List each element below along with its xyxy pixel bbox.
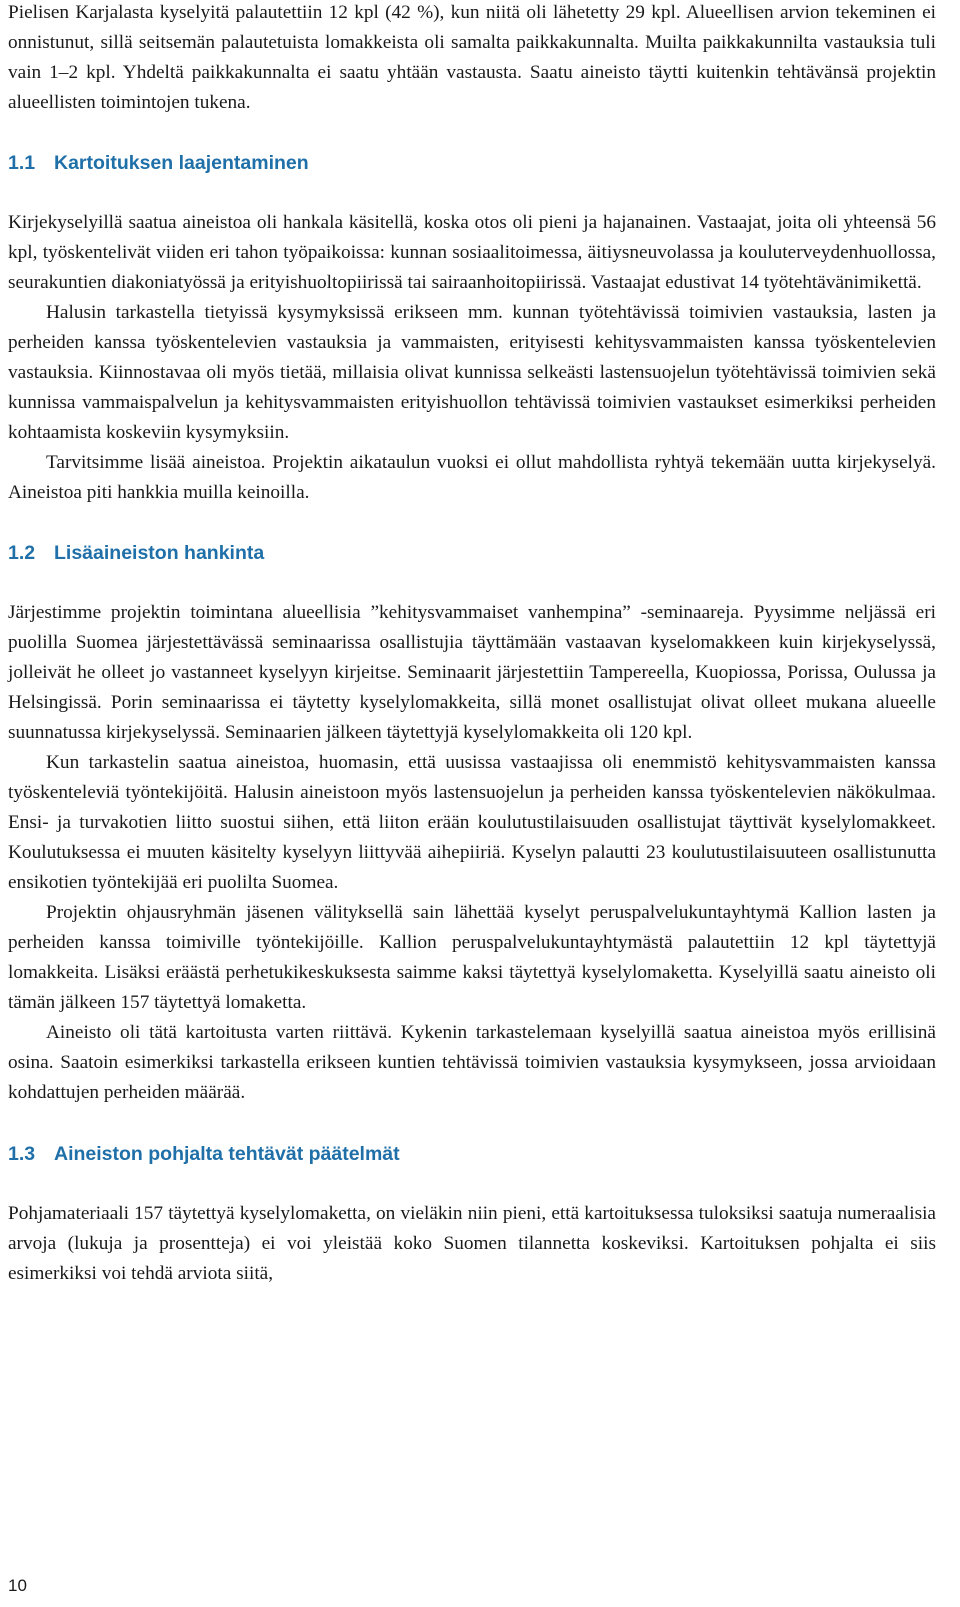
intro-paragraph: Pielisen Karjalasta kyselyitä palautettiin 12 kpl (42 %), kun niitä oli lähetetty 29 kpl. Alueellisen arvion tekeminen ei onnistunut, sillä seitsemän palautetuista lomakkeista oli samalta paikkakunnalta. Muilta paikkakunnilta vastauksia tuli vain 1–2 kpl. Yhdeltä paikkakunnalta ei saatu yhtään vastausta. Saatu aineisto täytti kuitenkin tehtävänsä projektin alueellisten toimintojen tukena.: [8, 2, 936, 113]
paragraph: Aineisto oli tätä kartoitusta varten riittävä. Kykenin tarkastelemaan kyselyillä saatua aineistoa myös erillisinä osina. Saatoin esimerkiksi tarkastella erikseen kuntien tehtävissä toimivien vastauksia kysymykseen, jossa arvioidaan kohdattujen perheiden määrää.: [8, 1022, 936, 1103]
section-number: 1.2: [8, 542, 36, 564]
section-title: Aineiston pohjalta tehtävät päätelmät: [54, 1143, 400, 1165]
section-number: 1.3: [8, 1143, 36, 1165]
paragraph: Tarvitsimme lisää aineistoa. Projektin aikataulun vuoksi ei ollut mahdollista ryhtyä tekemään uutta kirjekyselyä. Aineistoa piti hankkia muilla keinoilla.: [8, 452, 936, 503]
page-number: 10: [8, 1576, 27, 1595]
paragraph: Projektin ohjausryhmän jäsenen välityksellä sain lähettää kyselyt peruspalvelukuntayhtymä Kallion lasten ja perheiden kanssa toimiville työntekijöille. Kallion peruspalvelukuntayhtymästä palautettiin 12 kpl täytettyjä lomakkeita. Lisäksi eräästä perhetukikeskuksesta saimme kaksi täytettyä kyselylomaketta. Kyselyillä saatu aineisto oli tämän jälkeen 157 täytettyä lomaketta.: [8, 902, 936, 1013]
paragraph: Halusin tarkastella tietyissä kysymyksissä erikseen mm. kunnan työtehtävissä toimivien vastauksia, lasten ja perheiden kanssa työskentelevien vastauksia ja vammaisten, erityisesti kehitysvammaisten kanssa työskentelevien vastauksia. Kiinnostavaa oli myös tietää, millaisia olivat kunnissa selkeästi lastensuojelun työtehtävissä toimivien sekä kunnissa vammaispalvelun ja kehitysvammaisten erityishuollon tehtävissä toimivien vastaukset esimerkiksi perheiden kohtaamista koskeviin kysymyksiin.: [8, 302, 936, 443]
section-title: Lisäaineiston hankinta: [54, 542, 265, 564]
document-page: [8, 0, 936, 1289]
section-number: 1.1: [8, 152, 36, 174]
section-title: Kartoituksen laajentaminen: [54, 152, 309, 174]
paragraph: Järjestimme projektin toimintana alueellisia ”kehitysvammaiset vanhempina” -seminaareja. Pyysimme neljässä eri puolilla Suomea järjestettävässä seminaarissa osallistujia täyttämään vastaavan kyselomakkeen kuin kirjekyselyssä, jolleivät he olleet jo vastanneet kyselyyn kirjeitse. Seminaarit järjestettiin Tampereella, Kuopiossa, Porissa, Oulussa ja Helsingissä. Porin seminaarissa ei täytetty kyselylomakkeita, sillä monet osallistujat olivat olleet mukana alueelle suunnatussa kirjekyselyssä. Seminaarien jälkeen täytettyjä kyselylomakkeita oli 120 kpl.: [8, 602, 936, 743]
paragraph: Kirjekyselyillä saatua aineistoa oli hankala käsitellä, koska otos oli pieni ja hajanainen. Vastaajat, joita oli yhteensä 56 kpl, työskentelivät viiden eri tahon työpaikoissa: kunnan sosiaalitoimessa, äitiysneuvolassa ja kouluterveydenhuollossa, seurakuntien diakoniatyössä ja erityishuoltopiirissä tai sairaanhoitopiirissä. Vastaajat edustivat 14 työtehtävänimikettä.: [8, 212, 936, 293]
section-heading-1-3: [8, 1139, 936, 1169]
section-heading-1-1: [8, 148, 936, 178]
paragraph: Kun tarkastelin saatua aineistoa, huomasin, että uusissa vastaajissa oli enemmistö kehitysvammaisten kanssa työskenteleviä työntekijöitä. Halusin aineistoon myös lastensuojelun ja perheiden kanssa työskentelevien näkökulmaa. Ensi- ja turvakotien liitto suostui siihen, että liiton erään koulutustilaisuuden osallistujat täyttivät kyselylomakkeet. Koulutuksessa ei muuten käsitelty kyselyyn liittyvää aihepiiriä. Kyselyn palautti 23 koulutustilaisuuteen osallistunutta ensikotien työntekijää eri puolilta Suomea.: [8, 752, 936, 893]
section-heading-1-2: [8, 538, 936, 568]
paragraph: Pohjamateriaali 157 täytettyä kyselylomaketta, on vieläkin niin pieni, että kartoituksessa tuloksiksi saatuja numeraalisia arvoja (lukuja ja prosentteja) ei voi yleistää koko Suomen tilannetta koskeviksi. Kartoituksen pohjalta ei siis esimerkiksi voi tehdä arviota siitä,: [8, 1203, 936, 1284]
